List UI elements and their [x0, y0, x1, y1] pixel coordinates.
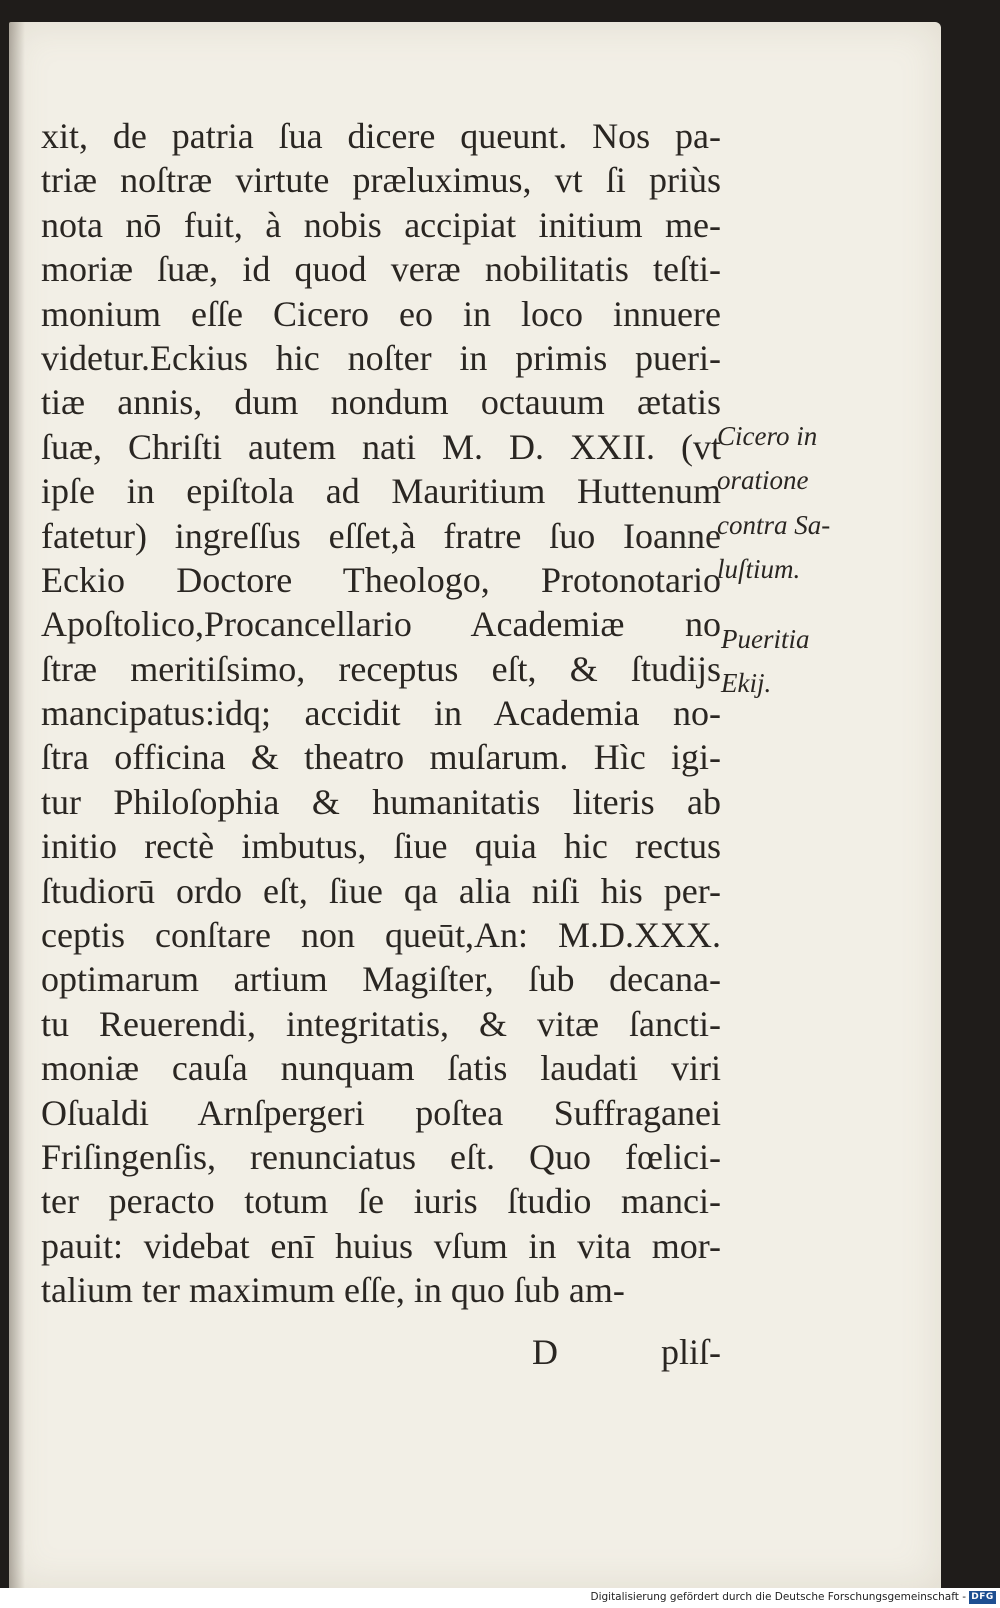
text-line: fatetur) ingreſſus eſſet,à fratre ſuo Ioanne	[41, 515, 721, 556]
text-line: ſtudiorū ordo eſt, ſiue qa alia niſi his per-	[41, 870, 721, 911]
book-page	[9, 22, 941, 1588]
catchword: pliſ-	[661, 1332, 721, 1372]
marginal-note-line: Cicero in	[717, 421, 818, 451]
text-line: talium ter maximum eſſe, in quo ſub am-	[41, 1270, 625, 1311]
signature-mark: D	[532, 1332, 558, 1372]
dfg-logo-icon: DFG	[969, 1591, 996, 1604]
text-line: ſtra officina & theatro muſarum. Hìc igi-	[41, 737, 721, 778]
text-line: ceptis conſtare non queūt,An: M.D.XXX.	[41, 915, 721, 956]
marginal-note-cicero	[717, 414, 830, 592]
marginal-note-line: luſtium.	[717, 554, 801, 585]
text-line: moniæ cauſa nunquam ſatis laudati viri	[41, 1048, 721, 1089]
text-line: xit, de patria ſua dicere queunt. Nos pa-	[41, 116, 721, 156]
marginal-note-line: oratione	[717, 465, 809, 496]
text-line: initio rectè imbutus, ſiue quia hic rectus	[41, 826, 721, 867]
marginal-note-line: Ekij.	[721, 668, 772, 699]
funding-credit: Digitalisierung gefördert durch die Deutsche Forschungsgemeinschaft -	[590, 1591, 966, 1603]
text-line: pauit: videbat enī huius vſum in vita mor-	[41, 1225, 721, 1266]
text-line: tu Reuerendi, integritatis, & vitæ ſancti-	[41, 1003, 721, 1044]
digitization-footer	[0, 1588, 1000, 1608]
body-text	[41, 114, 721, 1313]
text-line: Friſingenſis, renunciatus eſt. Quo fœlici-	[41, 1136, 721, 1177]
gutter-shadow	[9, 22, 25, 1588]
text-line: nota nō fuit, à nobis accipiat initium me-	[41, 204, 721, 245]
marginal-note-line: Pueritia	[721, 624, 810, 654]
text-line: moriæ ſuæ, id quod veræ nobilitatis teſti-	[41, 249, 721, 290]
text-line: ſuæ, Chriſti autem nati M. D. XXII. (vt	[41, 426, 721, 467]
text-line: monium eſſe Cicero eo in loco innuere	[41, 293, 721, 334]
text-line: Eckio Doctore Theologo, Protonotario	[41, 559, 721, 600]
text-line: tiæ annis, dum nondum octauum ætatis	[41, 382, 721, 423]
text-line: optimarum artium Magiſter, ſub decana-	[41, 959, 721, 1000]
marginal-note-pueritia	[721, 617, 810, 706]
text-line: triæ noſtræ virtute præluximus, vt ſi priùs	[41, 160, 721, 201]
text-line: tur Philoſophia & humanitatis literis ab	[41, 781, 721, 822]
page-foot	[41, 1330, 721, 1374]
text-line: Oſualdi Arnſpergeri poſtea Suffraganei	[41, 1092, 721, 1133]
text-line: mancipatus:idq; accidit in Academia no-	[41, 693, 721, 734]
text-line: ter peracto totum ſe iuris ſtudio manci-	[41, 1181, 721, 1222]
text-line: ſtræ meritiſsimo, receptus eſt, & ſtudijs	[41, 648, 721, 689]
marginal-note-line: contra Sa-	[717, 509, 831, 540]
text-line: ipſe in epiſtola ad Mauritium Huttenum	[41, 471, 721, 512]
text-line: Apoſtolico,Procancellario Academiæ no	[41, 604, 721, 645]
text-line: videtur.Eckius hic noſter in primis pueri-	[41, 337, 721, 378]
